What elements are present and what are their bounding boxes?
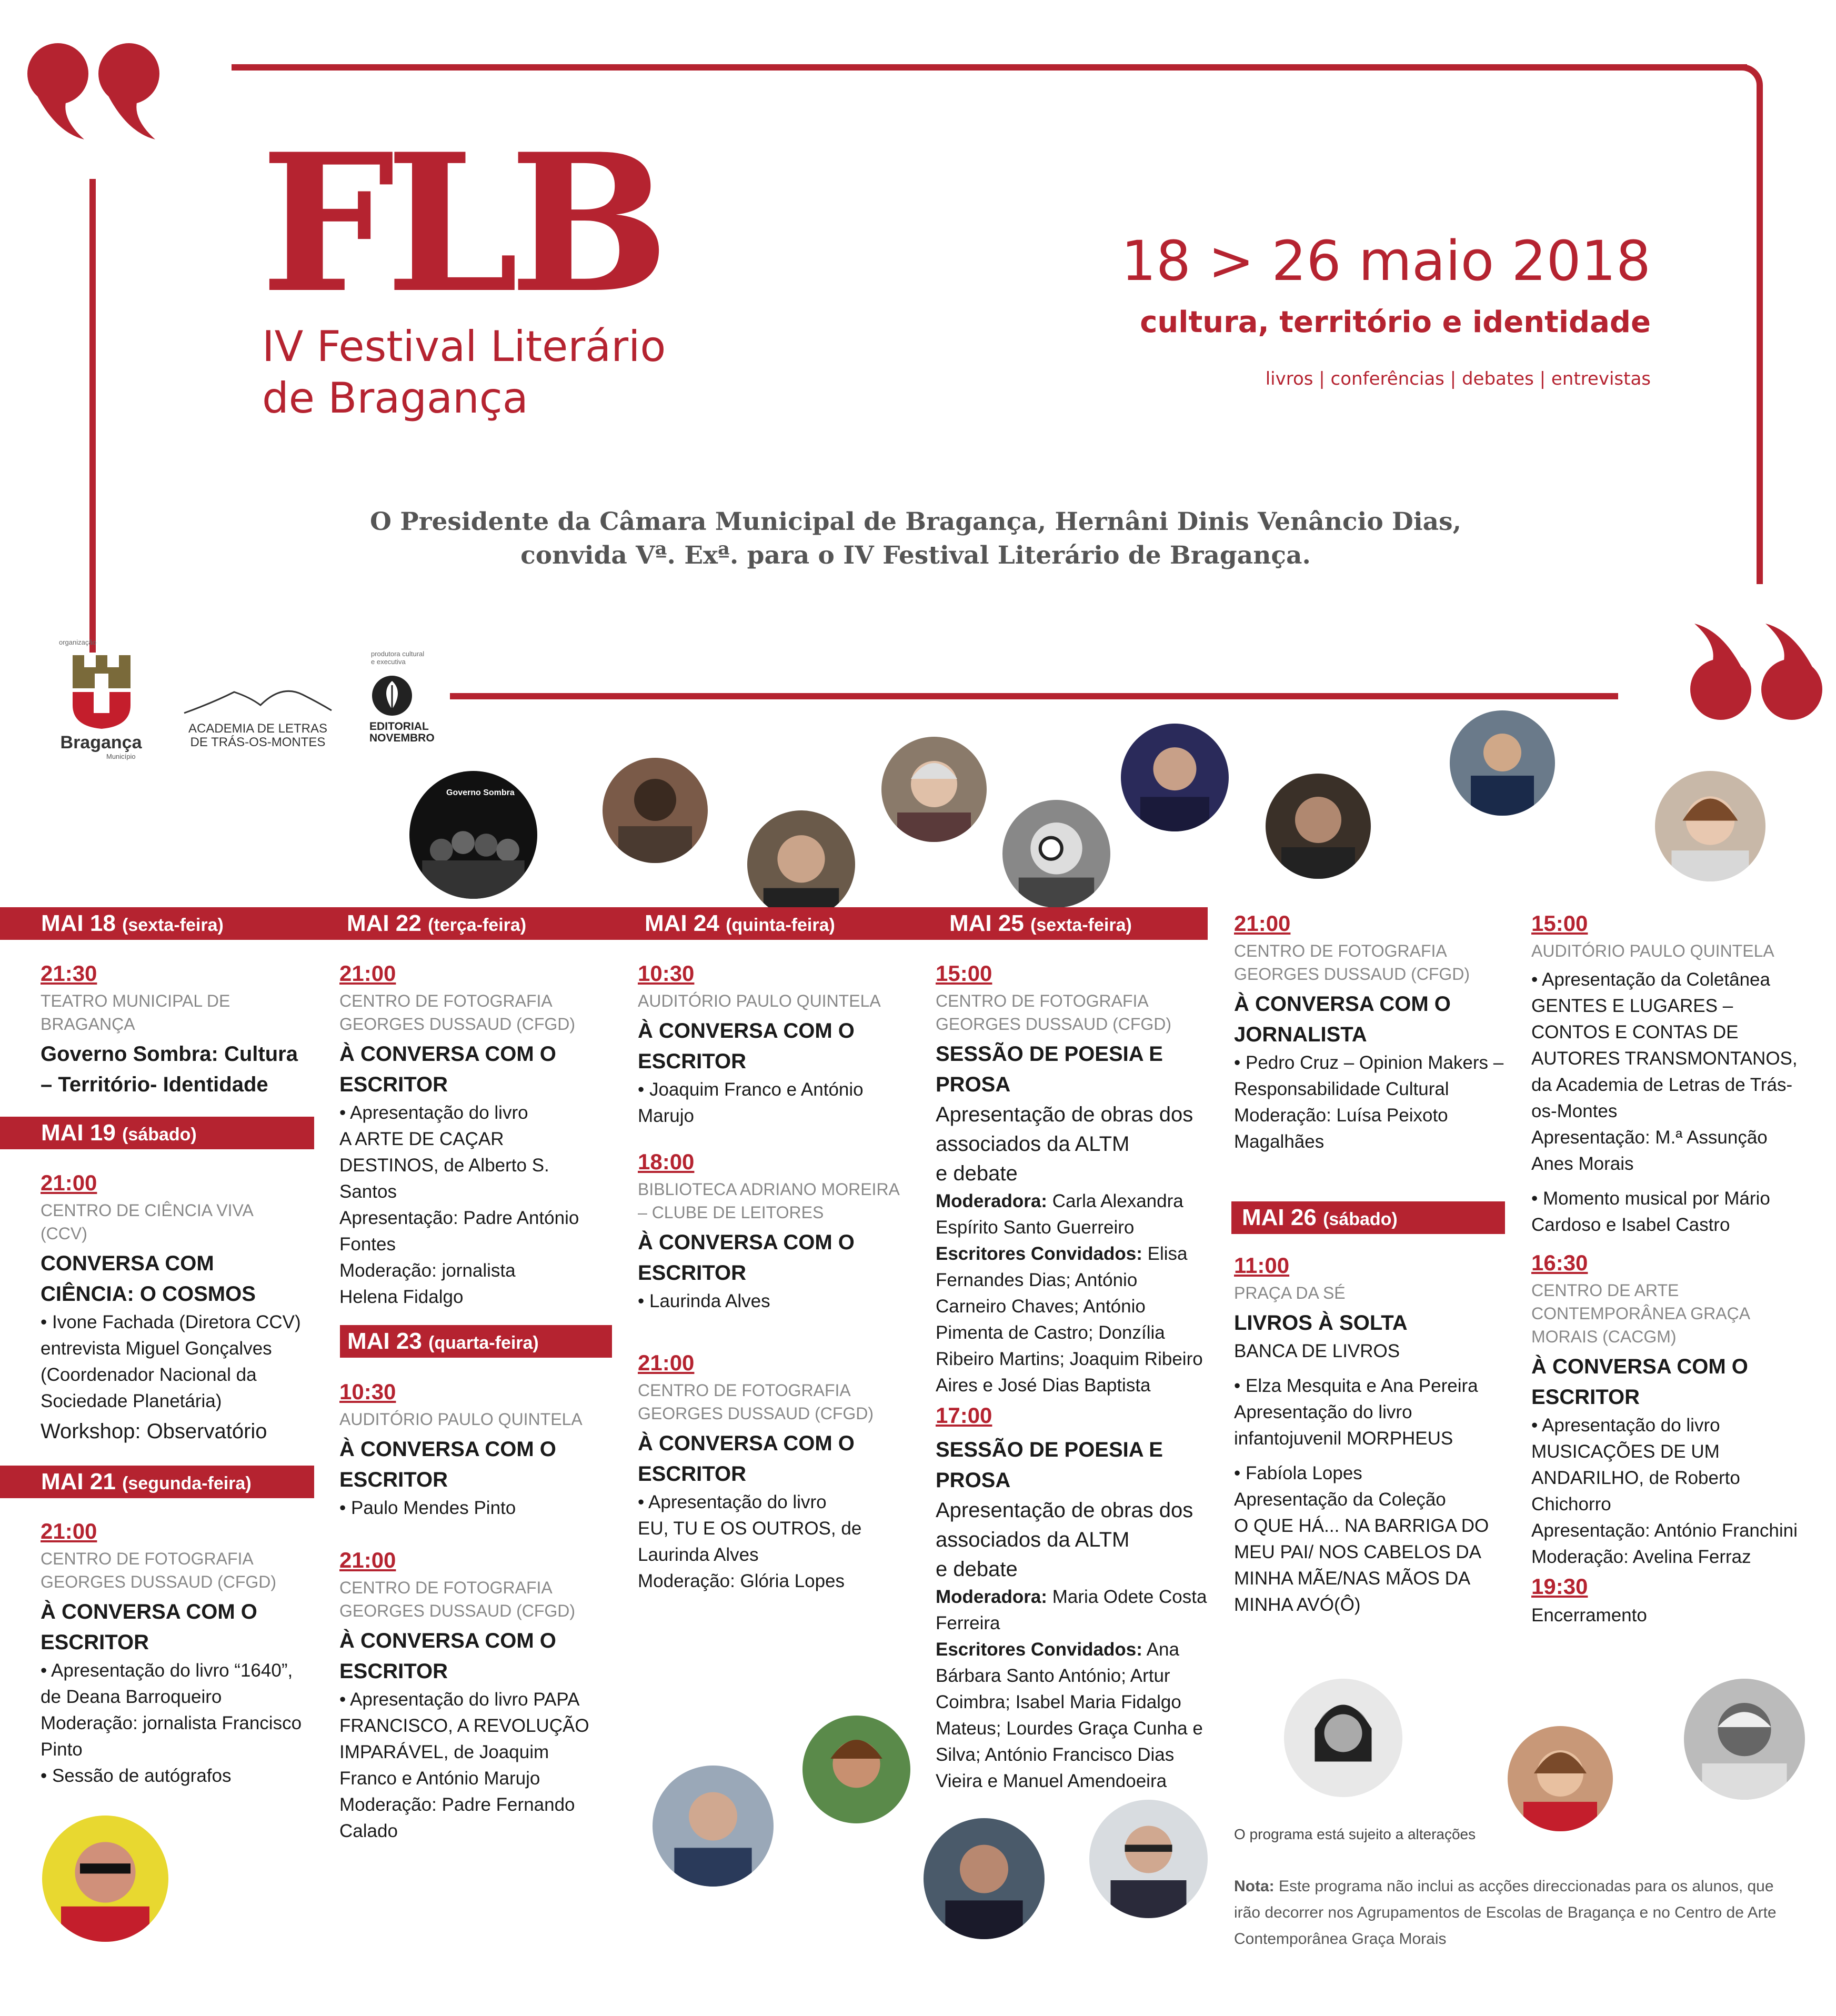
event-description: • Apresentação da Coletânea GENTES E LUGARES – CONTOS E CONTAS DE AUTORES TRANSMONTANOS, da Academia de Letras de Trás-os-Montes Apresentação: M.ª Assunção Anes Morais bbox=[1531, 969, 1798, 1174]
event-title: À CONVERSA COM O ESCRITOR bbox=[339, 1438, 556, 1491]
open-quote-icon bbox=[21, 37, 168, 142]
event-mai26-closing bbox=[1531, 1560, 1805, 1629]
event-venue: AUDITÓRIO PAULO QUINTELA bbox=[1531, 941, 1774, 960]
event-title: À CONVERSA COM O ESCRITOR bbox=[638, 1019, 855, 1073]
weekday-label: (segunda-feira) bbox=[122, 1473, 252, 1493]
event-time: 15:00 bbox=[1531, 911, 1588, 936]
event-venue: CENTRO DE FOTOGRAFIA GEORGES DUSSAUD (CFGD) bbox=[339, 991, 576, 1034]
event-mai25-poetry-2 bbox=[936, 1389, 1209, 1794]
event-venue: BIBLIOTECA ADRIANO MOREIRA – CLUBE DE LEITORES bbox=[638, 1180, 899, 1222]
event-subtitle: Apresentação de obras dos associados da ALTM e debate bbox=[936, 1499, 1193, 1581]
festival-title-line2: de Bragança bbox=[262, 374, 528, 423]
event-venue: PRAÇA DA SÉ bbox=[1234, 1283, 1346, 1302]
event-time: 21:00 bbox=[339, 1548, 396, 1572]
event-venue: CENTRO DE FOTOGRAFIA GEORGES DUSSAUD (CFGD) bbox=[41, 1549, 277, 1591]
author-photo-4 bbox=[1002, 800, 1110, 908]
event-mai21 bbox=[41, 1505, 314, 1789]
event-time: 10:30 bbox=[339, 1379, 396, 1404]
event-description: • Apresentação do livro A ARTE DE CAÇAR DESTINOS, de Alberto S. Santos Apresentação: Padre António Fontes Moderação: jornalista Helena Fidalgo bbox=[339, 1102, 579, 1307]
author-photo-elza-mesquita bbox=[802, 1716, 910, 1823]
event-description: • Laurinda Alves bbox=[638, 1291, 770, 1311]
event-description: • Elza Mesquita e Ana Pereira Apresentação do livro infantojuvenil MORPHEUS bbox=[1234, 1376, 1478, 1449]
event-description: • Apresentação do livro EU, TU E OS OUTROS, de Laurinda Alves Moderação: Glória Lopes bbox=[638, 1492, 862, 1591]
author-photo-5 bbox=[1121, 724, 1229, 831]
day-label: MAI 26 bbox=[1242, 1205, 1317, 1230]
event-mai26-livros bbox=[1234, 1239, 1508, 1618]
guests-names: Ana Bárbara Santo António; Artur Coimbra; Isabel Maria Fidalgo Mateus; Lourdes Graça Cunha e Silva; António Francisco Dias Vieira e Manuel Amendoeira bbox=[936, 1639, 1203, 1791]
day-header-mai25 bbox=[910, 907, 1208, 940]
event-time: 21:30 bbox=[41, 961, 97, 986]
editorial-line1: EDITORIAL bbox=[369, 720, 429, 733]
event-mai23-evening bbox=[339, 1534, 603, 1844]
author-photo-6 bbox=[1266, 774, 1371, 879]
day-label: MAI 23 bbox=[347, 1328, 422, 1354]
author-photo-laurinda-alves bbox=[1284, 1679, 1402, 1797]
program-note bbox=[1234, 1873, 1802, 1952]
event-mai25-poetry-1 bbox=[936, 947, 1209, 1399]
braganca-crest-icon bbox=[67, 653, 136, 731]
editorial-novembro-leaf-icon bbox=[371, 675, 413, 717]
event-mai18 bbox=[41, 947, 304, 1100]
event-subtitle: Apresentação de obras dos associados da ALTM e debate bbox=[936, 1103, 1193, 1185]
event-title: À CONVERSA COM O ESCRITOR bbox=[638, 1231, 855, 1285]
event-description: • Ivone Fachada (Diretora CCV) entrevista Miguel Gonçalves (Coordenador Nacional da Sociedade Planetária) bbox=[41, 1312, 301, 1411]
frame-right-line bbox=[1757, 89, 1763, 584]
festival-topics: livros | conferências | debates | entrevistas bbox=[1265, 368, 1651, 389]
event-title: À CONVERSA COM O ESCRITOR bbox=[41, 1600, 257, 1654]
day-header-mai22 bbox=[314, 907, 612, 940]
event-venue: CENTRO DE FOTOGRAFIA GEORGES DUSSAUD (CFGD) bbox=[936, 991, 1172, 1034]
author-photo-1 bbox=[603, 758, 708, 863]
frame-left-line bbox=[89, 179, 96, 653]
event-mai26-chichorro bbox=[1531, 1237, 1805, 1570]
author-photo-7 bbox=[1450, 710, 1555, 816]
event-time: 15:00 bbox=[936, 961, 992, 986]
weekday-label: (quarta-feira) bbox=[428, 1333, 539, 1353]
event-title: À CONVERSA COM O ESCRITOR bbox=[638, 1432, 855, 1486]
author-photo-alberto-santos bbox=[653, 1766, 774, 1887]
festival-tagline: cultura, território e identidade bbox=[1140, 305, 1651, 339]
event-time: 21:00 bbox=[41, 1170, 97, 1195]
academia-line2: DE TRÁS-OS-MONTES bbox=[190, 735, 326, 749]
academia-name bbox=[176, 722, 339, 749]
weekday-label: (sexta-feira) bbox=[122, 915, 224, 935]
event-time: 18:00 bbox=[638, 1149, 695, 1174]
moderator-label: Moderadora: bbox=[936, 1191, 1047, 1211]
event-time: 19:30 bbox=[1531, 1574, 1588, 1599]
invitation-line1: O Presidente da Câmara Municipal de Bragança, Hernâni Dinis Venâncio Dias, bbox=[370, 507, 1461, 536]
author-photo-roberto-chichorro bbox=[1684, 1679, 1805, 1800]
organization-label: organização bbox=[59, 638, 96, 646]
event-mai24-morning bbox=[638, 947, 901, 1129]
event-workshop: Workshop: Observatório bbox=[41, 1420, 267, 1443]
event-time: 21:00 bbox=[638, 1350, 695, 1375]
festival-dates: 18 > 26 maio 2018 bbox=[1121, 229, 1651, 293]
event-description: • Joaquim Franco e António Marujo bbox=[638, 1079, 864, 1126]
festival-title-line1: IV Festival Literário bbox=[262, 322, 666, 371]
invitation-text bbox=[316, 505, 1516, 573]
event-title: À CONVERSA COM O ESCRITOR bbox=[339, 1629, 556, 1683]
day-label: MAI 25 bbox=[949, 910, 1024, 936]
day-header-mai26 bbox=[1231, 1201, 1505, 1234]
event-title: À CONVERSA COM O JORNALISTA bbox=[1234, 992, 1451, 1046]
event-mai23-morning bbox=[339, 1366, 603, 1521]
note-label: Nota: bbox=[1234, 1878, 1275, 1895]
author-photo-paulo-mendes-pinto bbox=[924, 1818, 1045, 1939]
day-header-mai19 bbox=[0, 1117, 314, 1149]
event-title: SESSÃO DE POESIA E PROSA bbox=[936, 1042, 1163, 1096]
producer-label bbox=[371, 650, 424, 666]
note-text: Este programa não inclui as acções direccionadas para os alunos, que irão decorrer nos Agrupamentos de Escolas de Bragança e no Centro de Arte Contemporânea Graça Morais bbox=[1234, 1878, 1777, 1948]
frame-top-line bbox=[232, 64, 1747, 71]
event-venue: AUDITÓRIO PAULO QUINTELA bbox=[339, 1410, 583, 1429]
day-header-mai24 bbox=[612, 907, 910, 940]
weekday-label: (quinta-feira) bbox=[726, 915, 835, 935]
author-photo-2 bbox=[747, 810, 855, 918]
event-title: À CONVERSA COM O ESCRITOR bbox=[1531, 1355, 1748, 1409]
event-time: 11:00 bbox=[1234, 1253, 1290, 1278]
event-mai24-evening bbox=[638, 1337, 901, 1594]
guests-names: Elisa Fernandes Dias; António Carneiro Chaves; António Pimenta de Castro; Donzília Ribeiro Martins; Joaquim Ribeiro Aires e José Dias Baptista bbox=[936, 1243, 1203, 1396]
day-label: MAI 22 bbox=[347, 910, 422, 936]
close-quote-icon bbox=[1681, 621, 1829, 726]
event-mai25-coletanea bbox=[1531, 897, 1805, 1238]
producer-label-line1: produtora cultural bbox=[371, 650, 425, 658]
event-time: 21:00 bbox=[41, 1519, 97, 1543]
event-mai24-afternoon bbox=[638, 1136, 901, 1315]
governo-sombra-caption: Governo Sombra bbox=[446, 788, 515, 797]
event-title: À CONVERSA COM O ESCRITOR bbox=[339, 1042, 556, 1096]
frame-bottom-line bbox=[450, 693, 1618, 699]
producer-label-line2: e executiva bbox=[371, 658, 406, 666]
event-venue: TEATRO MUNICIPAL DE BRAGANÇA bbox=[41, 991, 230, 1034]
event-description: Encerramento bbox=[1531, 1605, 1647, 1626]
event-description: • Paulo Mendes Pinto bbox=[339, 1498, 516, 1518]
day-header-mai18 bbox=[0, 907, 314, 940]
festival-title bbox=[262, 321, 666, 424]
event-venue: AUDITÓRIO PAULO QUINTELA bbox=[638, 991, 881, 1010]
event-description-2: • Momento musical por Mário Cardoso e Isabel Castro bbox=[1531, 1188, 1770, 1235]
event-description-2: • Fabíola Lopes Apresentação da Coleção O QUE HÁ... NA BARRIGA DO MEU PAI/ NOS CABELOS DA MINHA MÃE/NAS MÃOS DA MINHA AVÓ(Ô) bbox=[1234, 1463, 1489, 1615]
event-time: 21:00 bbox=[339, 961, 396, 986]
invitation-line2: convida Vª. Exª. para o IV Festival Literário de Bragança. bbox=[520, 541, 1311, 570]
day-label: MAI 21 bbox=[41, 1469, 116, 1495]
event-description: • Apresentação do livro PAPA FRANCISCO, A REVOLUÇÃO IMPARÁVEL, de Joaquim Franco e António Marujo Moderação: Padre Fernando Calado bbox=[339, 1689, 589, 1841]
guests-label: Escritores Convidados: bbox=[936, 1639, 1142, 1660]
braganca-name: Bragança bbox=[60, 733, 142, 753]
flb-logo: FLB bbox=[260, 112, 660, 335]
event-title: SESSÃO DE POESIA E PROSA bbox=[936, 1438, 1163, 1492]
event-subtitle: BANCA DE LIVROS bbox=[1234, 1341, 1400, 1361]
weekday-label: (sexta-feira) bbox=[1030, 915, 1132, 935]
author-photo-antonio-franchini bbox=[42, 1816, 168, 1942]
event-venue: CENTRO DE ARTE CONTEMPORÂNEA GRAÇA MORAIS (CACGM) bbox=[1531, 1281, 1750, 1346]
day-header-mai23 bbox=[340, 1325, 612, 1358]
weekday-label: (sábado) bbox=[1323, 1209, 1398, 1229]
academia-mountains-icon bbox=[182, 681, 334, 718]
weekday-label: (terça-feira) bbox=[428, 915, 527, 935]
event-venue: CENTRO DE FOTOGRAFIA GEORGES DUSSAUD (CFGD) bbox=[1234, 941, 1470, 984]
event-description: • Pedro Cruz – Opinion Makers – Responsabilidade Cultural Moderação: Luísa Peixoto Magalhães bbox=[1234, 1052, 1504, 1152]
day-label: MAI 18 bbox=[41, 910, 116, 936]
event-time: 21:00 bbox=[1234, 911, 1291, 936]
event-mai19 bbox=[41, 1157, 304, 1446]
day-header-mai21 bbox=[0, 1466, 314, 1498]
event-venue: CENTRO DE FOTOGRAFIA GEORGES DUSSAUD (CFGD) bbox=[339, 1578, 576, 1620]
event-venue: CENTRO DE FOTOGRAFIA GEORGES DUSSAUD (CFGD) bbox=[638, 1381, 874, 1423]
event-time: 17:00 bbox=[936, 1403, 992, 1428]
author-photo-antonio-marujo bbox=[1089, 1800, 1208, 1918]
moderator-name: Carla Alexandra Espírito Santo Guerreiro bbox=[936, 1191, 1183, 1238]
event-mai22 bbox=[339, 947, 603, 1310]
program-disclaimer: O programa está sujeito a alterações bbox=[1234, 1826, 1476, 1842]
event-time: 10:30 bbox=[638, 961, 695, 986]
event-title: CONVERSA COM CIÊNCIA: O COSMOS bbox=[41, 1252, 256, 1306]
moderator-label: Moderadora: bbox=[936, 1587, 1047, 1607]
day-label: MAI 19 bbox=[41, 1120, 116, 1146]
author-photo-ana-pereira bbox=[1508, 1726, 1613, 1831]
event-description: • Apresentação do livro MUSICAÇÕES DE UM ANDARILHO, de Roberto Chichorro Apresentação: António Franchini Moderação: Avelina Ferraz bbox=[1531, 1415, 1798, 1567]
guests-label: Escritores Convidados: bbox=[936, 1243, 1142, 1264]
academia-line1: ACADEMIA DE LETRAS bbox=[188, 721, 328, 736]
event-venue: CENTRO DE CIÊNCIA VIVA (CCV) bbox=[41, 1201, 253, 1243]
event-title: Governo Sombra: Cultura – Território- Identidade bbox=[41, 1042, 298, 1096]
braganca-subtitle: Município bbox=[106, 753, 136, 760]
day-label: MAI 24 bbox=[645, 910, 719, 936]
editorial-novembro-name bbox=[369, 721, 435, 744]
weekday-label: (sábado) bbox=[122, 1125, 197, 1145]
event-description: • Apresentação do livro “1640”, de Deana Barroqueiro Moderação: jornalista Francisco Pinto • Sessão de autógrafos bbox=[41, 1660, 302, 1786]
editorial-line2: NOVEMBRO bbox=[369, 732, 435, 744]
event-time: 16:30 bbox=[1531, 1250, 1588, 1275]
event-mai25-journalist bbox=[1234, 897, 1508, 1155]
moderator-name: Maria Odete Costa Ferreira bbox=[936, 1587, 1207, 1633]
event-title: LIVROS À SOLTA bbox=[1234, 1311, 1408, 1335]
author-photo-3 bbox=[881, 737, 987, 842]
author-photo-8 bbox=[1655, 771, 1765, 881]
